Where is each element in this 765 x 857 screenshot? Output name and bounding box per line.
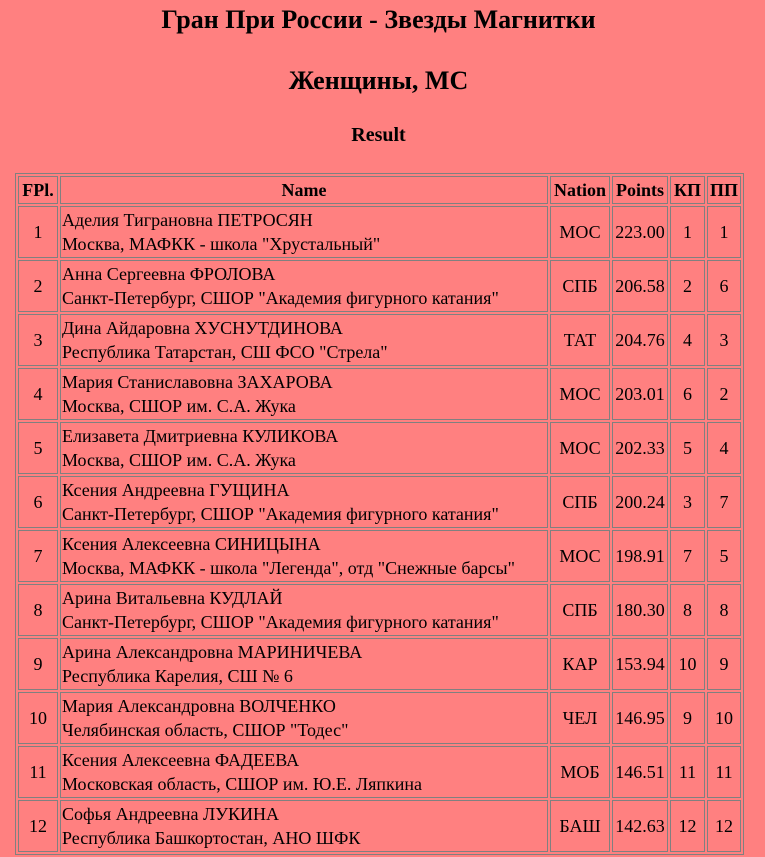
points-cell: 223.00 xyxy=(612,206,668,258)
points-cell: 198.91 xyxy=(612,530,668,582)
skater-name: Арина Александровна МАРИНИЧЕВА xyxy=(62,642,363,662)
kp-place-cell: 2 xyxy=(670,260,705,312)
nation-cell: ЧЕЛ xyxy=(550,692,610,744)
table-row xyxy=(18,638,741,690)
column-header-name: Name xyxy=(60,176,548,204)
pp-place-cell: 11 xyxy=(707,746,741,798)
points-cell: 146.51 xyxy=(612,746,668,798)
place-cell: 11 xyxy=(18,746,58,798)
place-cell: 8 xyxy=(18,584,58,636)
results-body xyxy=(18,206,741,852)
skater-cell xyxy=(60,746,548,798)
place-cell: 3 xyxy=(18,314,58,366)
skater-cell xyxy=(60,368,548,420)
points-cell: 204.76 xyxy=(612,314,668,366)
points-cell: 142.63 xyxy=(612,800,668,852)
pp-place-cell: 1 xyxy=(707,206,741,258)
skater-club: Москва, СШОР им. С.А. Жука xyxy=(62,450,296,470)
nation-cell: СПБ xyxy=(550,476,610,528)
pp-place-cell: 8 xyxy=(707,584,741,636)
place-cell: 6 xyxy=(18,476,58,528)
nation-cell: ТАТ xyxy=(550,314,610,366)
skater-cell xyxy=(60,260,548,312)
table-row xyxy=(18,800,741,852)
column-header-nation: Nation xyxy=(550,176,610,204)
nation-cell: БАШ xyxy=(550,800,610,852)
column-header-points: Points xyxy=(612,176,668,204)
kp-place-cell: 3 xyxy=(670,476,705,528)
place-cell: 5 xyxy=(18,422,58,474)
page-title: Гран При России - Звезды Магнитки xyxy=(161,5,596,34)
nation-cell: МОС xyxy=(550,206,610,258)
points-cell: 203.01 xyxy=(612,368,668,420)
table-row xyxy=(18,692,741,744)
table-row xyxy=(18,314,741,366)
skater-name: Ксения Алексеевна СИНИЦЫНА xyxy=(62,534,321,554)
table-row xyxy=(18,368,741,420)
table-row xyxy=(18,206,741,258)
place-cell: 1 xyxy=(18,206,58,258)
skater-club: Республика Татарстан, СШ ФСО "Стрела" xyxy=(62,342,388,362)
skater-cell xyxy=(60,638,548,690)
place-cell: 9 xyxy=(18,638,58,690)
kp-place-cell: 9 xyxy=(670,692,705,744)
place-cell: 4 xyxy=(18,368,58,420)
table-row xyxy=(18,746,741,798)
skater-name: Ксения Андреевна ГУЩИНА xyxy=(62,480,290,500)
skater-name: Мария Александровна ВОЛЧЕНКО xyxy=(62,696,336,716)
skater-club: Санкт-Петербург, СШОР "Академия фигурного катания" xyxy=(62,288,499,308)
table-row xyxy=(18,530,741,582)
kp-place-cell: 8 xyxy=(670,584,705,636)
place-cell: 7 xyxy=(18,530,58,582)
skater-name: Софья Андреевна ЛУКИНА xyxy=(62,804,280,824)
skater-club: Республика Башкортостан, АНО ШФК xyxy=(62,828,361,848)
place-cell: 10 xyxy=(18,692,58,744)
nation-cell: КАР xyxy=(550,638,610,690)
points-cell: 202.33 xyxy=(612,422,668,474)
points-cell: 206.58 xyxy=(612,260,668,312)
table-row xyxy=(18,584,741,636)
kp-place-cell: 4 xyxy=(670,314,705,366)
skater-club: Санкт-Петербург, СШОР "Академия фигурного катания" xyxy=(62,612,499,632)
pp-place-cell: 7 xyxy=(707,476,741,528)
skater-cell xyxy=(60,584,548,636)
table-header-row xyxy=(18,176,741,204)
pp-place-cell: 3 xyxy=(707,314,741,366)
skater-name: Ксения Алексеевна ФАДЕЕВА xyxy=(62,750,300,770)
points-cell: 180.30 xyxy=(612,584,668,636)
skater-cell xyxy=(60,422,548,474)
skater-cell xyxy=(60,314,548,366)
column-header-pp: ПП xyxy=(707,176,741,204)
pp-place-cell: 5 xyxy=(707,530,741,582)
kp-place-cell: 12 xyxy=(670,800,705,852)
kp-place-cell: 5 xyxy=(670,422,705,474)
place-cell: 2 xyxy=(18,260,58,312)
table-row xyxy=(18,476,741,528)
pp-place-cell: 4 xyxy=(707,422,741,474)
table-row xyxy=(18,260,741,312)
points-cell: 153.94 xyxy=(612,638,668,690)
nation-cell: СПБ xyxy=(550,260,610,312)
place-cell: 12 xyxy=(18,800,58,852)
section-subtitle: Result xyxy=(351,124,406,146)
table-row xyxy=(18,422,741,474)
skater-cell xyxy=(60,476,548,528)
kp-place-cell: 1 xyxy=(670,206,705,258)
skater-name: Аделия Тиграновна ПЕТРОСЯН xyxy=(62,210,313,230)
skater-cell xyxy=(60,530,548,582)
pp-place-cell: 2 xyxy=(707,368,741,420)
skater-cell xyxy=(60,692,548,744)
pp-place-cell: 12 xyxy=(707,800,741,852)
points-cell: 200.24 xyxy=(612,476,668,528)
skater-club: Санкт-Петербург, СШОР "Академия фигурного катания" xyxy=(62,504,499,524)
column-header-kp: КП xyxy=(670,176,705,204)
nation-cell: СПБ xyxy=(550,584,610,636)
kp-place-cell: 11 xyxy=(670,746,705,798)
nation-cell: МОС xyxy=(550,368,610,420)
kp-place-cell: 6 xyxy=(670,368,705,420)
skater-name: Дина Айдаровна ХУСНУТДИНОВА xyxy=(62,318,343,338)
pp-place-cell: 10 xyxy=(707,692,741,744)
column-header-fpl: FPl. xyxy=(18,176,58,204)
skater-club: Москва, МАФКК - школа "Легенда", отд "Снежные барсы" xyxy=(62,558,515,578)
pp-place-cell: 6 xyxy=(707,260,741,312)
kp-place-cell: 7 xyxy=(670,530,705,582)
nation-cell: МОС xyxy=(550,530,610,582)
skater-name: Мария Станиславовна ЗАХАРОВА xyxy=(62,372,333,392)
skater-name: Елизавета Дмитриевна КУЛИКОВА xyxy=(62,426,339,446)
category-title: Женщины, МС xyxy=(288,66,469,95)
points-cell: 146.95 xyxy=(612,692,668,744)
skater-name: Анна Сергеевна ФРОЛОВА xyxy=(62,264,276,284)
skater-club: Москва, МАФКК - школа "Хрустальный" xyxy=(62,234,381,254)
kp-place-cell: 10 xyxy=(670,638,705,690)
skater-name: Арина Витальевна КУДЛАЙ xyxy=(62,588,283,608)
skater-club: Москва, СШОР им. С.А. Жука xyxy=(62,396,296,416)
skater-club: Московская область, СШОР им. Ю.Е. Ляпкина xyxy=(62,774,423,794)
skater-cell xyxy=(60,800,548,852)
pp-place-cell: 9 xyxy=(707,638,741,690)
results-table xyxy=(15,173,744,855)
nation-cell: МОС xyxy=(550,422,610,474)
skater-club: Челябинская область, СШОР "Тодес" xyxy=(62,720,349,740)
skater-club: Республика Карелия, СШ № 6 xyxy=(62,666,293,686)
skater-cell xyxy=(60,206,548,258)
nation-cell: МОБ xyxy=(550,746,610,798)
